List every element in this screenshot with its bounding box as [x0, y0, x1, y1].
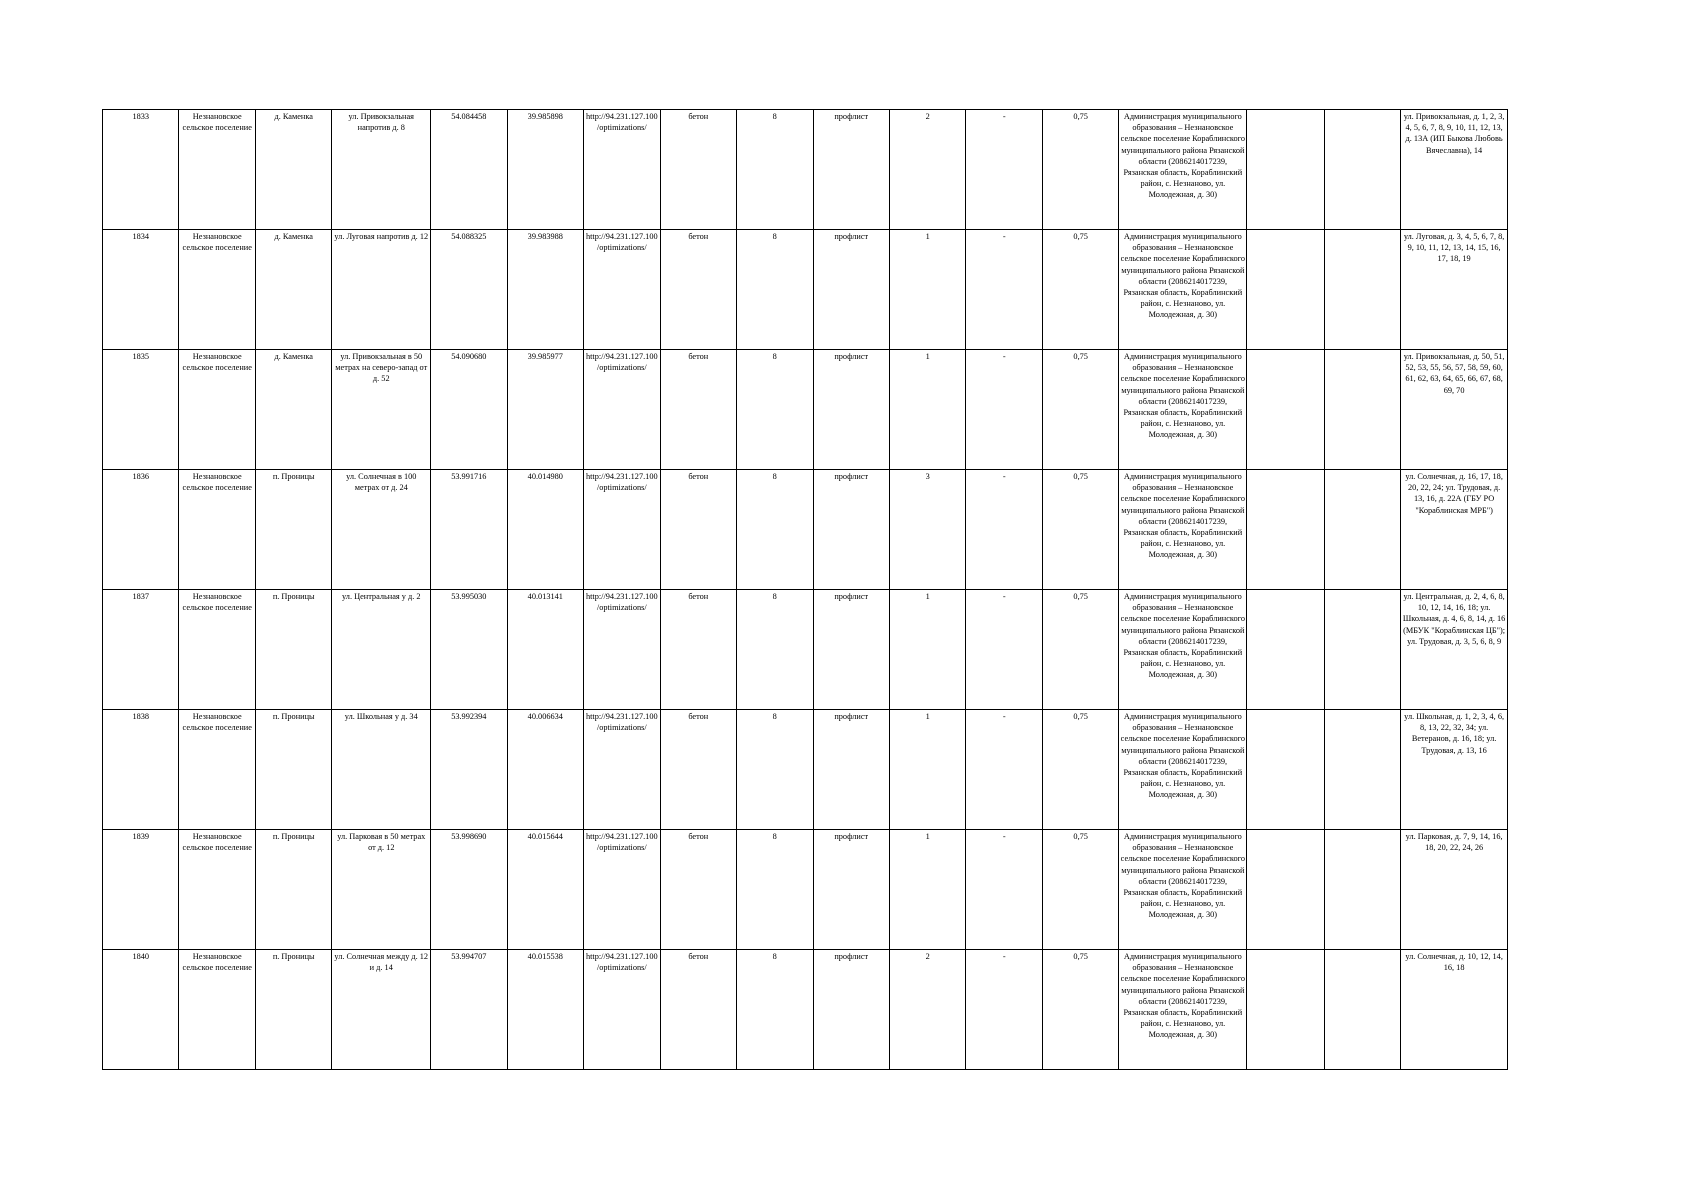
cell-area: 8 [737, 350, 813, 470]
cell-empty [1247, 470, 1324, 590]
cell-longitude: 40.014980 [507, 470, 583, 590]
table-row [103, 230, 1508, 350]
cell-bunker-count: - [966, 590, 1042, 710]
cell-waste-sources: ул. Луговая, д. 3, 4, 5, 6, 7, 8, 9, 10, 11, 12, 13, 14, 15, 16, 17, 18, 19 [1401, 230, 1508, 350]
cell-latitude: 53.994707 [431, 950, 507, 1070]
cell-latitude: 53.992394 [431, 710, 507, 830]
cell-surface: бетон [660, 110, 736, 230]
cell-fence: профлист [813, 350, 889, 470]
cell-volume: 0,75 [1042, 230, 1118, 350]
cell-longitude: 40.015644 [507, 830, 583, 950]
cell-container-count: 1 [889, 350, 965, 470]
cell-empty [1324, 110, 1400, 230]
cell-address: ул. Солнечная в 100 метрах от д. 24 [332, 470, 431, 590]
cell-fence: профлист [813, 230, 889, 350]
cell-surface: бетон [660, 350, 736, 470]
cell-fence: профлист [813, 470, 889, 590]
cell-area: 8 [737, 590, 813, 710]
cell-owner: Администрация муниципального образования – Незнановское сельское поселение Кораблинского муниципального района Рязанской области (2086214017239, Рязанская область, Кораблинский район, с. Незнаново, ул. Молодежная, д. 30) [1119, 470, 1247, 590]
table-row [103, 350, 1508, 470]
cell-volume: 0,75 [1042, 830, 1118, 950]
cell-container-count: 1 [889, 830, 965, 950]
cell-settlement: Незнановское сельское поселение [179, 590, 255, 710]
cell-locality: п. Проницы [255, 950, 331, 1070]
cell-fence: профлист [813, 110, 889, 230]
cell-map-link: http://94.231.127.100/optimizations/ [584, 830, 660, 950]
cell-bunker-count: - [966, 830, 1042, 950]
cell-address: ул. Привокзальная в 50 метрах на северо-запад от д. 52 [332, 350, 431, 470]
cell-bunker-count: - [966, 230, 1042, 350]
cell-waste-sources: ул. Школьная, д. 1, 2, 3, 4, 6, 8, 13, 22, 32, 34; ул. Ветеранов, д. 16, 18; ул. Трудовая, д. 13, 16 [1401, 710, 1508, 830]
cell-surface: бетон [660, 830, 736, 950]
table-row [103, 950, 1508, 1070]
cell-settlement: Незнановское сельское поселение [179, 950, 255, 1070]
cell-longitude: 39.983988 [507, 230, 583, 350]
cell-longitude: 40.013141 [507, 590, 583, 710]
cell-area: 8 [737, 830, 813, 950]
table-row [103, 710, 1508, 830]
cell-volume: 0,75 [1042, 590, 1118, 710]
cell-empty [1324, 230, 1400, 350]
cell-volume: 0,75 [1042, 710, 1118, 830]
cell-map-link: http://94.231.127.100/optimizations/ [584, 710, 660, 830]
cell-number: 1836 [103, 470, 179, 590]
cell-container-count: 2 [889, 950, 965, 1070]
cell-latitude: 53.991716 [431, 470, 507, 590]
cell-empty [1324, 350, 1400, 470]
cell-owner: Администрация муниципального образования – Незнановское сельское поселение Кораблинского муниципального района Рязанской области (2086214017239, Рязанская область, Кораблинский район, с. Незнаново, ул. Молодежная, д. 30) [1119, 710, 1247, 830]
cell-bunker-count: - [966, 950, 1042, 1070]
cell-latitude: 54.088325 [431, 230, 507, 350]
table-row [103, 470, 1508, 590]
cell-map-link: http://94.231.127.100/optimizations/ [584, 350, 660, 470]
cell-empty [1247, 350, 1324, 470]
cell-settlement: Незнановское сельское поселение [179, 110, 255, 230]
cell-owner: Администрация муниципального образования – Незнановское сельское поселение Кораблинского муниципального района Рязанской области (2086214017239, Рязанская область, Кораблинский район, с. Незнаново, ул. Молодежная, д. 30) [1119, 590, 1247, 710]
cell-locality: д. Каменка [255, 350, 331, 470]
cell-waste-sources: ул. Привокзальная, д. 1, 2, 3, 4, 5, 6, 7, 8, 9, 10, 11, 12, 13, д. 13А (ИП Быкова Любовь Вячеславна), 14 [1401, 110, 1508, 230]
cell-number: 1833 [103, 110, 179, 230]
cell-map-link: http://94.231.127.100/optimizations/ [584, 590, 660, 710]
cell-owner: Администрация муниципального образования – Незнановское сельское поселение Кораблинского муниципального района Рязанской области (2086214017239, Рязанская область, Кораблинский район, с. Незнаново, ул. Молодежная, д. 30) [1119, 830, 1247, 950]
cell-address: ул. Школьная у д. 34 [332, 710, 431, 830]
cell-empty [1324, 590, 1400, 710]
cell-locality: п. Проницы [255, 710, 331, 830]
cell-empty [1247, 830, 1324, 950]
cell-address: ул. Центральная у д. 2 [332, 590, 431, 710]
cell-waste-sources: ул. Привокзальная, д. 50, 51, 52, 53, 55, 56, 57, 58, 59, 60, 61, 62, 63, 64, 65, 66, 67, 68, 69, 70 [1401, 350, 1508, 470]
cell-fence: профлист [813, 590, 889, 710]
cell-area: 8 [737, 950, 813, 1070]
container-sites-table [102, 109, 1508, 1070]
cell-latitude: 53.998690 [431, 830, 507, 950]
cell-longitude: 39.985977 [507, 350, 583, 470]
cell-locality: д. Каменка [255, 230, 331, 350]
cell-empty [1324, 470, 1400, 590]
cell-settlement: Незнановское сельское поселение [179, 710, 255, 830]
cell-number: 1837 [103, 590, 179, 710]
cell-number: 1834 [103, 230, 179, 350]
cell-address: ул. Парковая в 50 метрах от д. 12 [332, 830, 431, 950]
cell-bunker-count: - [966, 350, 1042, 470]
cell-longitude: 40.006634 [507, 710, 583, 830]
cell-address: ул. Луговая напротив д. 12 [332, 230, 431, 350]
cell-volume: 0,75 [1042, 470, 1118, 590]
cell-locality: п. Проницы [255, 590, 331, 710]
cell-area: 8 [737, 230, 813, 350]
cell-locality: п. Проницы [255, 830, 331, 950]
cell-map-link: http://94.231.127.100/optimizations/ [584, 950, 660, 1070]
cell-locality: д. Каменка [255, 110, 331, 230]
cell-surface: бетон [660, 710, 736, 830]
cell-fence: профлист [813, 830, 889, 950]
cell-waste-sources: ул. Солнечная, д. 10, 12, 14, 16, 18 [1401, 950, 1508, 1070]
cell-longitude: 40.015538 [507, 950, 583, 1070]
cell-surface: бетон [660, 230, 736, 350]
cell-latitude: 54.090680 [431, 350, 507, 470]
cell-fence: профлист [813, 710, 889, 830]
cell-owner: Администрация муниципального образования – Незнановское сельское поселение Кораблинского муниципального района Рязанской области (2086214017239, Рязанская область, Кораблинский район, с. Незнаново, ул. Молодежная, д. 30) [1119, 350, 1247, 470]
cell-number: 1835 [103, 350, 179, 470]
table-row [103, 830, 1508, 950]
cell-empty [1247, 110, 1324, 230]
cell-latitude: 54.084458 [431, 110, 507, 230]
cell-waste-sources: ул. Парковая, д. 7, 9, 14, 16, 18, 20, 22, 24, 26 [1401, 830, 1508, 950]
cell-surface: бетон [660, 470, 736, 590]
cell-map-link: http://94.231.127.100/optimizations/ [584, 230, 660, 350]
cell-bunker-count: - [966, 710, 1042, 830]
table-row [103, 110, 1508, 230]
cell-map-link: http://94.231.127.100/optimizations/ [584, 110, 660, 230]
cell-fence: профлист [813, 950, 889, 1070]
cell-empty [1324, 710, 1400, 830]
cell-number: 1840 [103, 950, 179, 1070]
cell-empty [1324, 950, 1400, 1070]
cell-address: ул. Привокзальная напротив д. 8 [332, 110, 431, 230]
cell-container-count: 1 [889, 710, 965, 830]
cell-owner: Администрация муниципального образования – Незнановское сельское поселение Кораблинского муниципального района Рязанской области (2086214017239, Рязанская область, Кораблинский район, с. Незнаново, ул. Молодежная, д. 30) [1119, 110, 1247, 230]
cell-surface: бетон [660, 590, 736, 710]
cell-volume: 0,75 [1042, 110, 1118, 230]
cell-map-link: http://94.231.127.100/optimizations/ [584, 470, 660, 590]
cell-latitude: 53.995030 [431, 590, 507, 710]
cell-waste-sources: ул. Центральная, д. 2, 4, 6, 8, 10, 12, 14, 16, 18; ул. Школьная, д. 4, 6, 8, 14, д. 16 (МБУК "Кораблинская ЦБ"); ул. Трудовая, д. 3, 5, 6, 8, 9 [1401, 590, 1508, 710]
cell-volume: 0,75 [1042, 950, 1118, 1070]
cell-volume: 0,75 [1042, 350, 1118, 470]
cell-bunker-count: - [966, 470, 1042, 590]
cell-settlement: Незнановское сельское поселение [179, 830, 255, 950]
cell-container-count: 3 [889, 470, 965, 590]
cell-number: 1838 [103, 710, 179, 830]
cell-container-count: 1 [889, 590, 965, 710]
cell-bunker-count: - [966, 110, 1042, 230]
cell-address: ул. Солнечная между д. 12 и д. 14 [332, 950, 431, 1070]
cell-empty [1324, 830, 1400, 950]
cell-settlement: Незнановское сельское поселение [179, 350, 255, 470]
cell-empty [1247, 230, 1324, 350]
cell-number: 1839 [103, 830, 179, 950]
cell-empty [1247, 590, 1324, 710]
cell-container-count: 1 [889, 230, 965, 350]
cell-settlement: Незнановское сельское поселение [179, 230, 255, 350]
cell-waste-sources: ул. Солнечная, д. 16, 17, 18, 20, 22, 24; ул. Трудовая, д. 13, 16, д. 22А (ГБУ РО "Кораблинская МРБ") [1401, 470, 1508, 590]
cell-surface: бетон [660, 950, 736, 1070]
cell-area: 8 [737, 710, 813, 830]
cell-area: 8 [737, 470, 813, 590]
cell-owner: Администрация муниципального образования – Незнановское сельское поселение Кораблинского муниципального района Рязанской области (2086214017239, Рязанская область, Кораблинский район, с. Незнаново, ул. Молодежная, д. 30) [1119, 950, 1247, 1070]
cell-container-count: 2 [889, 110, 965, 230]
cell-owner: Администрация муниципального образования – Незнановское сельское поселение Кораблинского муниципального района Рязанской области (2086214017239, Рязанская область, Кораблинский район, с. Незнаново, ул. Молодежная, д. 30) [1119, 230, 1247, 350]
cell-longitude: 39.985898 [507, 110, 583, 230]
cell-locality: п. Проницы [255, 470, 331, 590]
cell-empty [1247, 950, 1324, 1070]
cell-settlement: Незнановское сельское поселение [179, 470, 255, 590]
table-row [103, 590, 1508, 710]
cell-area: 8 [737, 110, 813, 230]
cell-empty [1247, 710, 1324, 830]
